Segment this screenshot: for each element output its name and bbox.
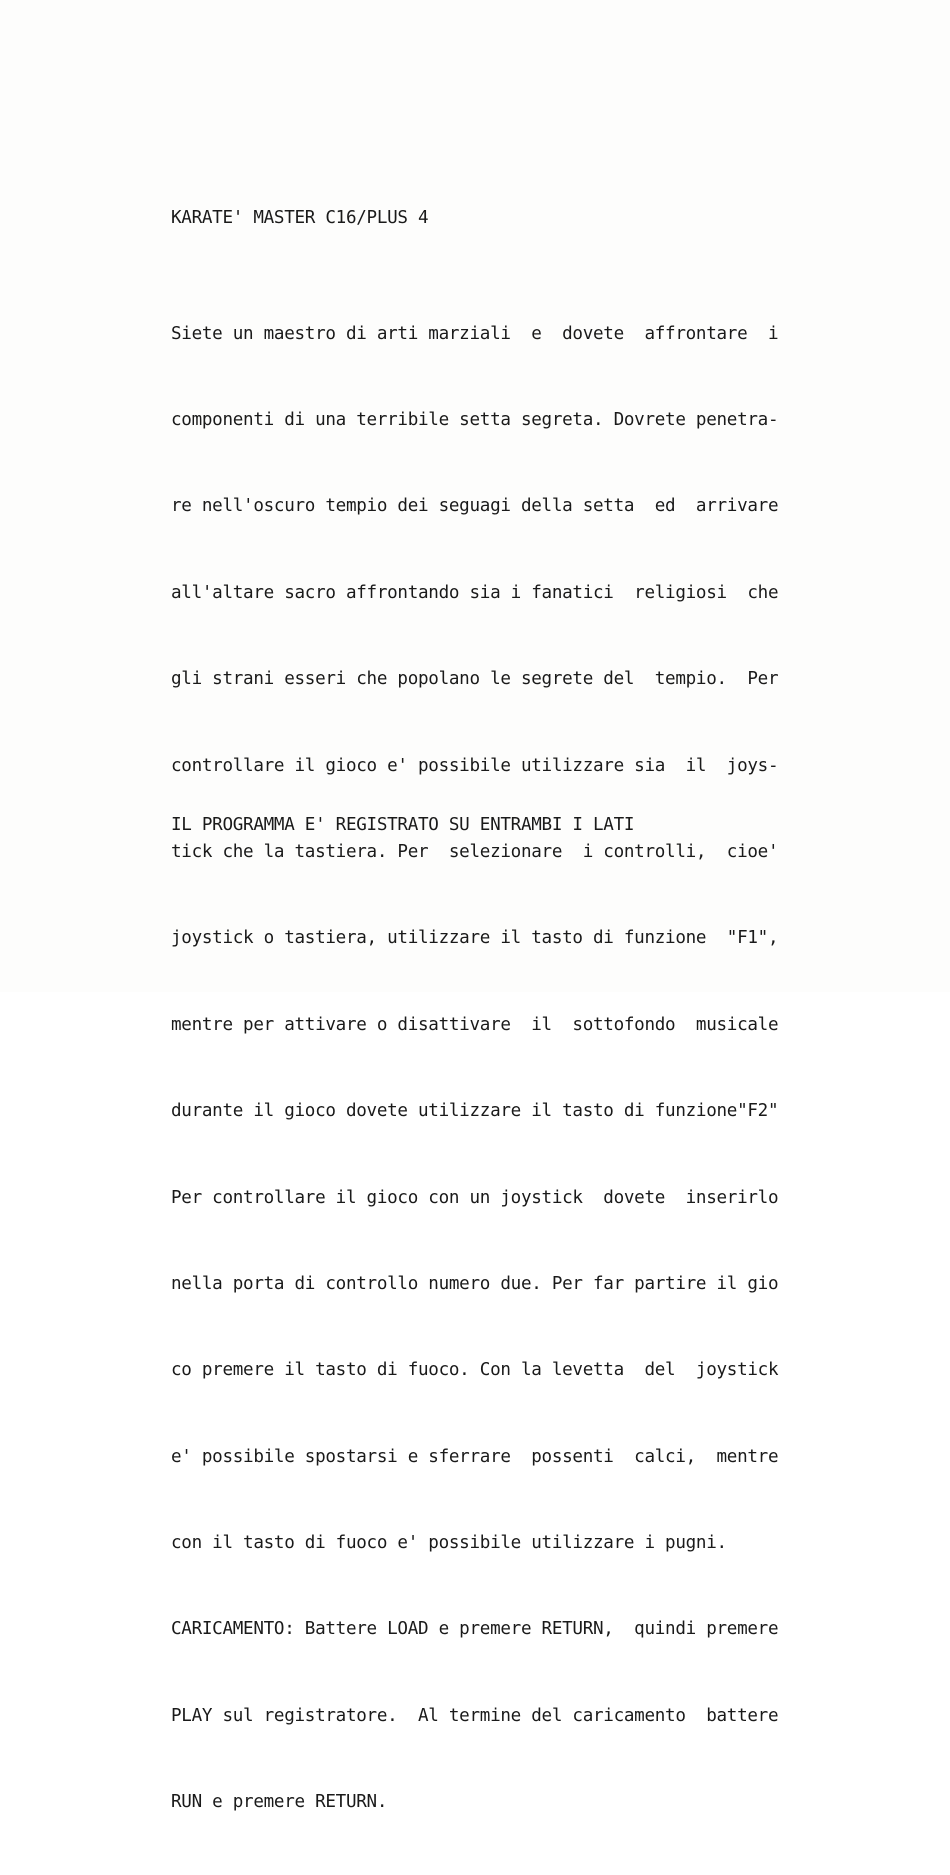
body-line: joystick o tastiera, utilizzare il tasto di funzione "F1", (171, 928, 779, 949)
document-title: KARATE' MASTER C16/PLUS 4 (171, 208, 429, 228)
body-line: gli strani esseri che popolano le segrete del tempio. Per (171, 669, 779, 690)
body-line: e' possibile spostarsi e sferrare possenti calci, mentre (171, 1446, 779, 1467)
body-line: mentre per attivare o disattivare il sottofondo musicale (171, 1014, 779, 1035)
body-text (171, 262, 811, 1875)
body-line: re nell'oscuro tempio dei seguagi della setta ed arrivare (171, 496, 779, 517)
body-line: all'altare sacro affrontando sia i fanatici religiosi che (171, 582, 779, 603)
body-line: durante il gioco dovete utilizzare il tasto di funzione"F2" (171, 1101, 779, 1122)
body-line: tick che la tastiera. Per selezionare i controlli, cioe' (171, 841, 779, 862)
loading-instructions-line: CARICAMENTO: Battere LOAD e premere RETURN, quindi premere (171, 1619, 779, 1640)
footer-note: IL PROGRAMMA E' REGISTRATO SU ENTRAMBI I LATI (171, 815, 635, 835)
body-line: nella porta di controllo numero due. Per far partire il gio (171, 1273, 779, 1294)
loading-instructions-line: RUN e premere RETURN. (171, 1792, 388, 1813)
body-line: con il tasto di fuoco e' possibile utilizzare i pugni. (171, 1533, 727, 1554)
body-line: Per controllare il gioco con un joystick dovete inserirlo (171, 1187, 779, 1208)
body-line: controllare il gioco e' possibile utilizzare sia il joys- (171, 755, 779, 776)
body-line: Siete un maestro di arti marziali e dovete affrontare i (171, 323, 779, 344)
loading-instructions-line: PLAY sul registratore. Al termine del caricamento battere (171, 1705, 779, 1726)
body-line: componenti di una terribile setta segreta. Dovrete penetra- (171, 409, 779, 430)
body-line: co premere il tasto di fuoco. Con la levetta del joystick (171, 1360, 779, 1381)
